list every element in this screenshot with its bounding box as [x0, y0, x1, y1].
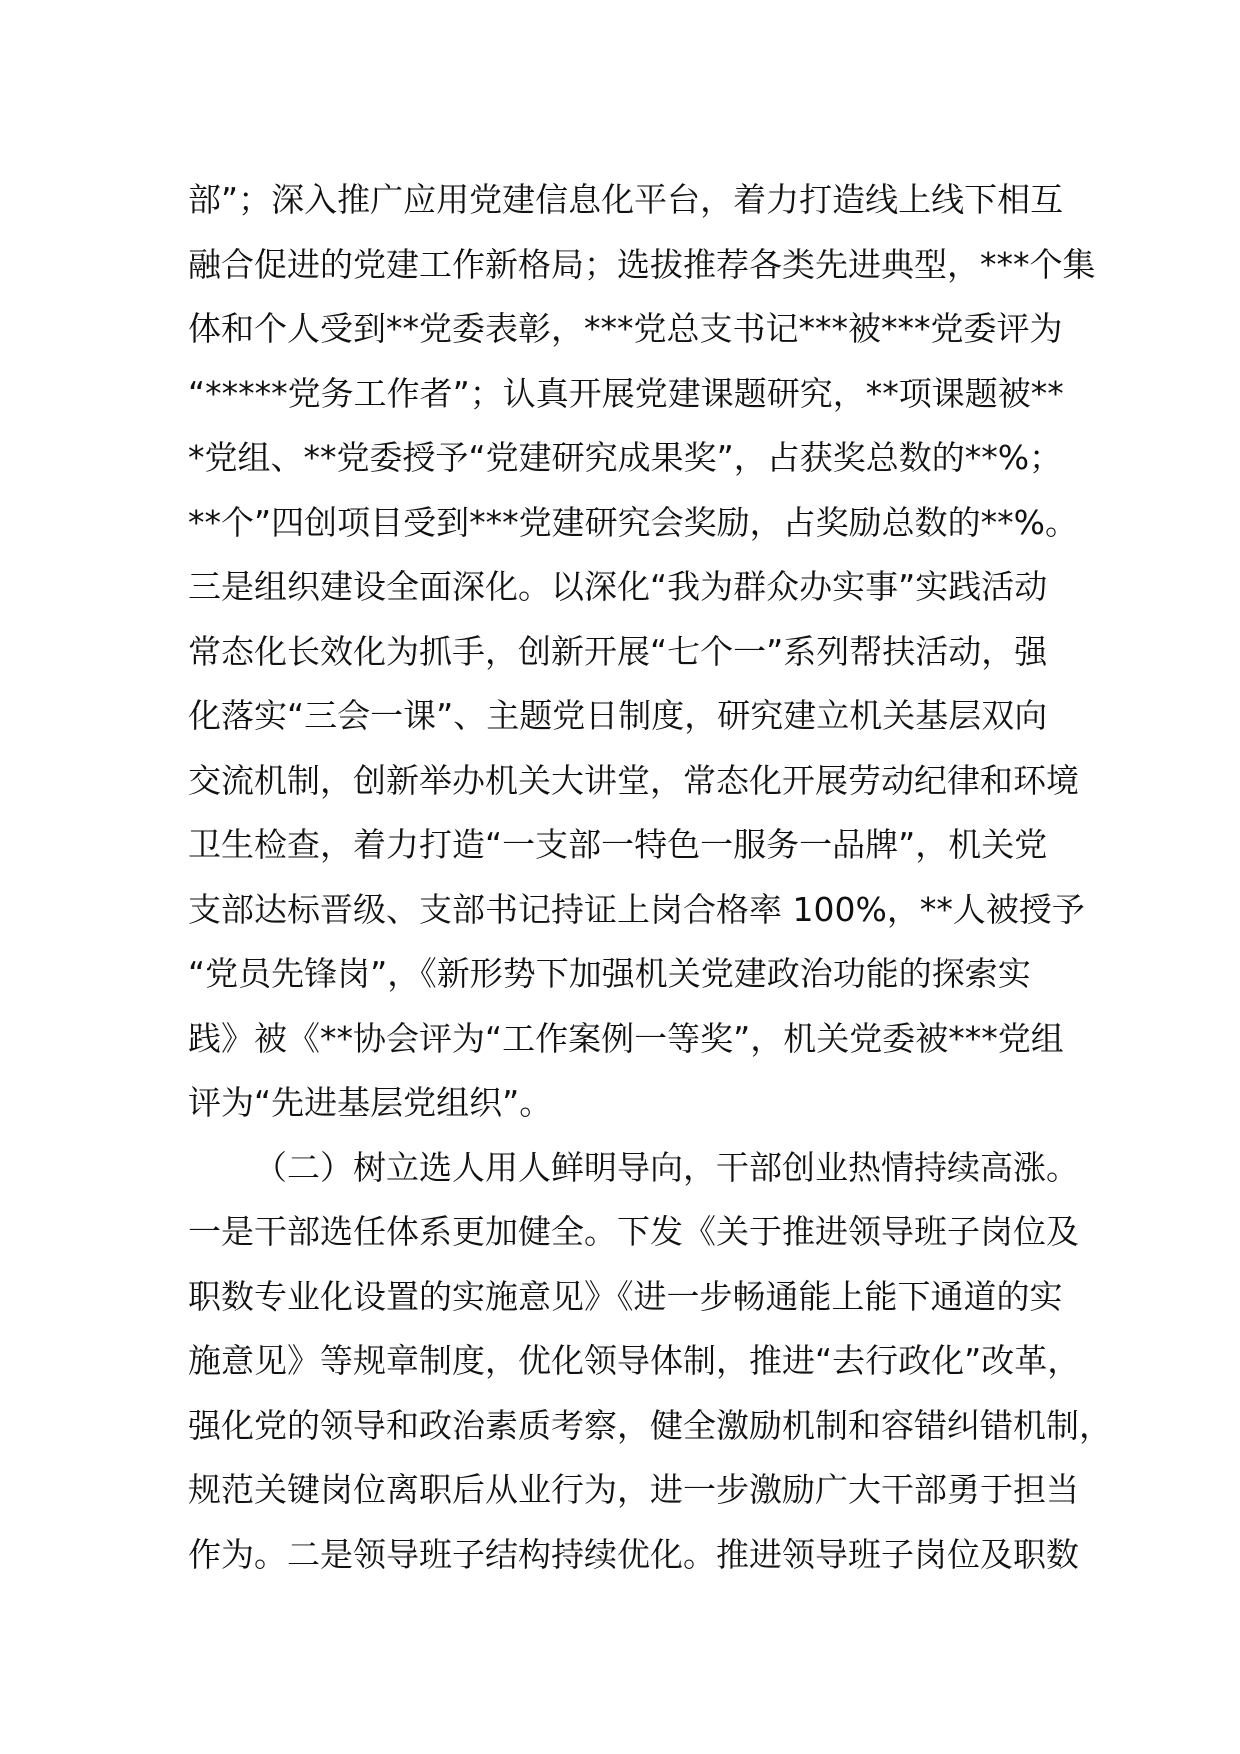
document-body: [188, 168, 1112, 1587]
text-line: 三是组织建设全面深化。以深化“我为群众办实事”实践活动: [188, 567, 1048, 606]
text-line: 规范关键岗位离职后从业行为，进一步激励广大干部勇于担当: [188, 1470, 1079, 1509]
text-line: 卫生检查，着力打造“一支部一特色一服务一品牌”，机关党: [188, 825, 1048, 864]
text-line: 融合促进的党建工作新格局；选拔推荐各类先进典型，***个集: [188, 244, 1096, 284]
text-line: **个”四创项目受到***党建研究会奖励，占奖励总数的**%。: [188, 502, 1078, 542]
text-line: 常态化长效化为抓手，创新开展“七个一”系列帮扶活动，强: [188, 631, 1048, 671]
text-line: “党员先锋岗”，《新形势下加强机关党建政治功能的探索实: [188, 954, 1031, 993]
text-line: 部”；深入推广应用党建信息化平台，着力打造线上线下相互: [188, 180, 1064, 219]
section-heading: （二）树立选人用人鲜明导向，干部创业热情持续高涨。: [254, 1147, 1079, 1187]
text-line: 化落实“三会一课”、主题党日制度，研究建立机关基层双向: [188, 696, 1048, 735]
text-line: 强化党的领导和政治素质考察，健全激励机制和容错纠错机制，: [188, 1405, 1112, 1445]
text-line: 践》被《**协会评为“工作案例一等奖”，机关党委被***党组: [188, 1018, 1064, 1058]
text-line: 一是干部选任体系更加健全。下发《关于推进领导班子岗位及: [188, 1212, 1079, 1251]
text-line: 交流机制，创新举办机关大讲堂，常态化开展劳动纪律和环境: [188, 760, 1079, 800]
text-line: 施意见》等规章制度，优化领导体制，推进“去行政化”改革，: [188, 1341, 1081, 1380]
text-line: 作为。二是领导班子结构持续优化。推进领导班子岗位及职数: [188, 1534, 1079, 1574]
text-line: 支部达标晋级、支部书记持证上岗合格率 100%，**人被授予: [188, 889, 1085, 929]
text-line: *党组、**党委授予“党建研究成果奖”，占获奖总数的**%；: [188, 438, 1063, 477]
text-line: “*****党务工作者”；认真开展党建课题研究，**项课题被**: [188, 373, 1064, 413]
text-line: 职数专业化设置的实施意见》《进一步畅通能上能下通道的实: [188, 1276, 1063, 1316]
text-line: 体和个人受到**党委表彰，***党总支书记***被***党委评为: [188, 309, 1063, 348]
text-line: 评为“先进基层党组织”。: [188, 1083, 553, 1122]
